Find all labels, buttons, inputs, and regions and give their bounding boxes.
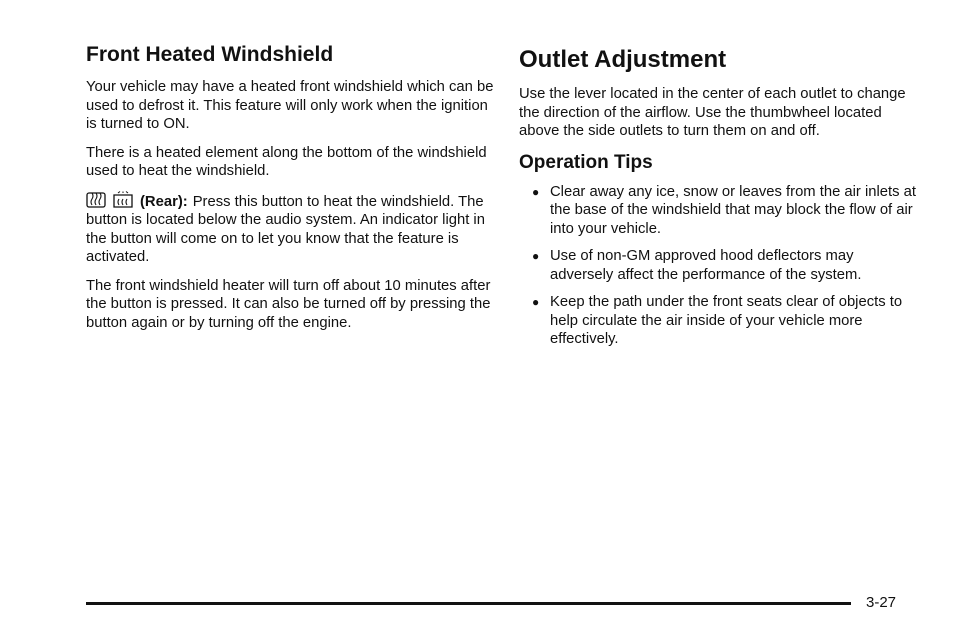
section-heading-front-heated-windshield: Front Heated Windshield [86,43,334,66]
rear-defrost-icon [112,191,134,209]
button-description: Press this button to heat the windshield. The button is located below the audio system. An indicator light in the button will come on to let you know that the feature is activated. [86,193,485,265]
paragraph-heated-element: There is a heated element along the bottom of the windshield used to heat the windshield. [86,144,487,179]
paragraph-intro: Your vehicle may have a heated front windshield which can be used to defrost it. This feature will only work when the ignition is turned to ON. [86,79,494,132]
page-number: 3-27 [866,594,897,611]
subheading-operation-tips: Operation Tips [519,151,653,173]
list-item: ● Keep the path under the front seats clear of objects to help circulate the air inside of your vehicle more effectively. [532,294,903,347]
section-heading-outlet-adjustment: Outlet Adjustment [519,46,727,73]
footer-rule [86,602,851,605]
bullet-icon: ● [532,184,540,199]
bullet-icon: ● [532,295,540,309]
list-item: ● Use of non-GM approved hood deflectors may adversely affect the performance of the system. [532,248,862,283]
right-column [519,42,919,358]
left-column [86,42,496,342]
rear-label: (Rear): [140,193,188,210]
bullet-icon: ● [532,249,540,263]
paragraph-button-instructions [86,191,496,267]
tips-list [519,183,919,349]
paragraph-outlet-adjustment: Use the lever located in the center of each outlet to change the direction of the airflow. Use the thumbwheel located above the side outlets to turn them on and off. [519,86,906,139]
list-item: ● Clear away any ice, snow or leaves from the air inlets at the base of the windshield that may block the flow of air into your vehicle. [532,183,916,237]
paragraph-heater-off: The front windshield heater will turn off about 10 minutes after the button is pressed. It can also be turned off by pressing the button again or by turning off the engine. [86,277,491,331]
front-defrost-icon [86,191,106,209]
